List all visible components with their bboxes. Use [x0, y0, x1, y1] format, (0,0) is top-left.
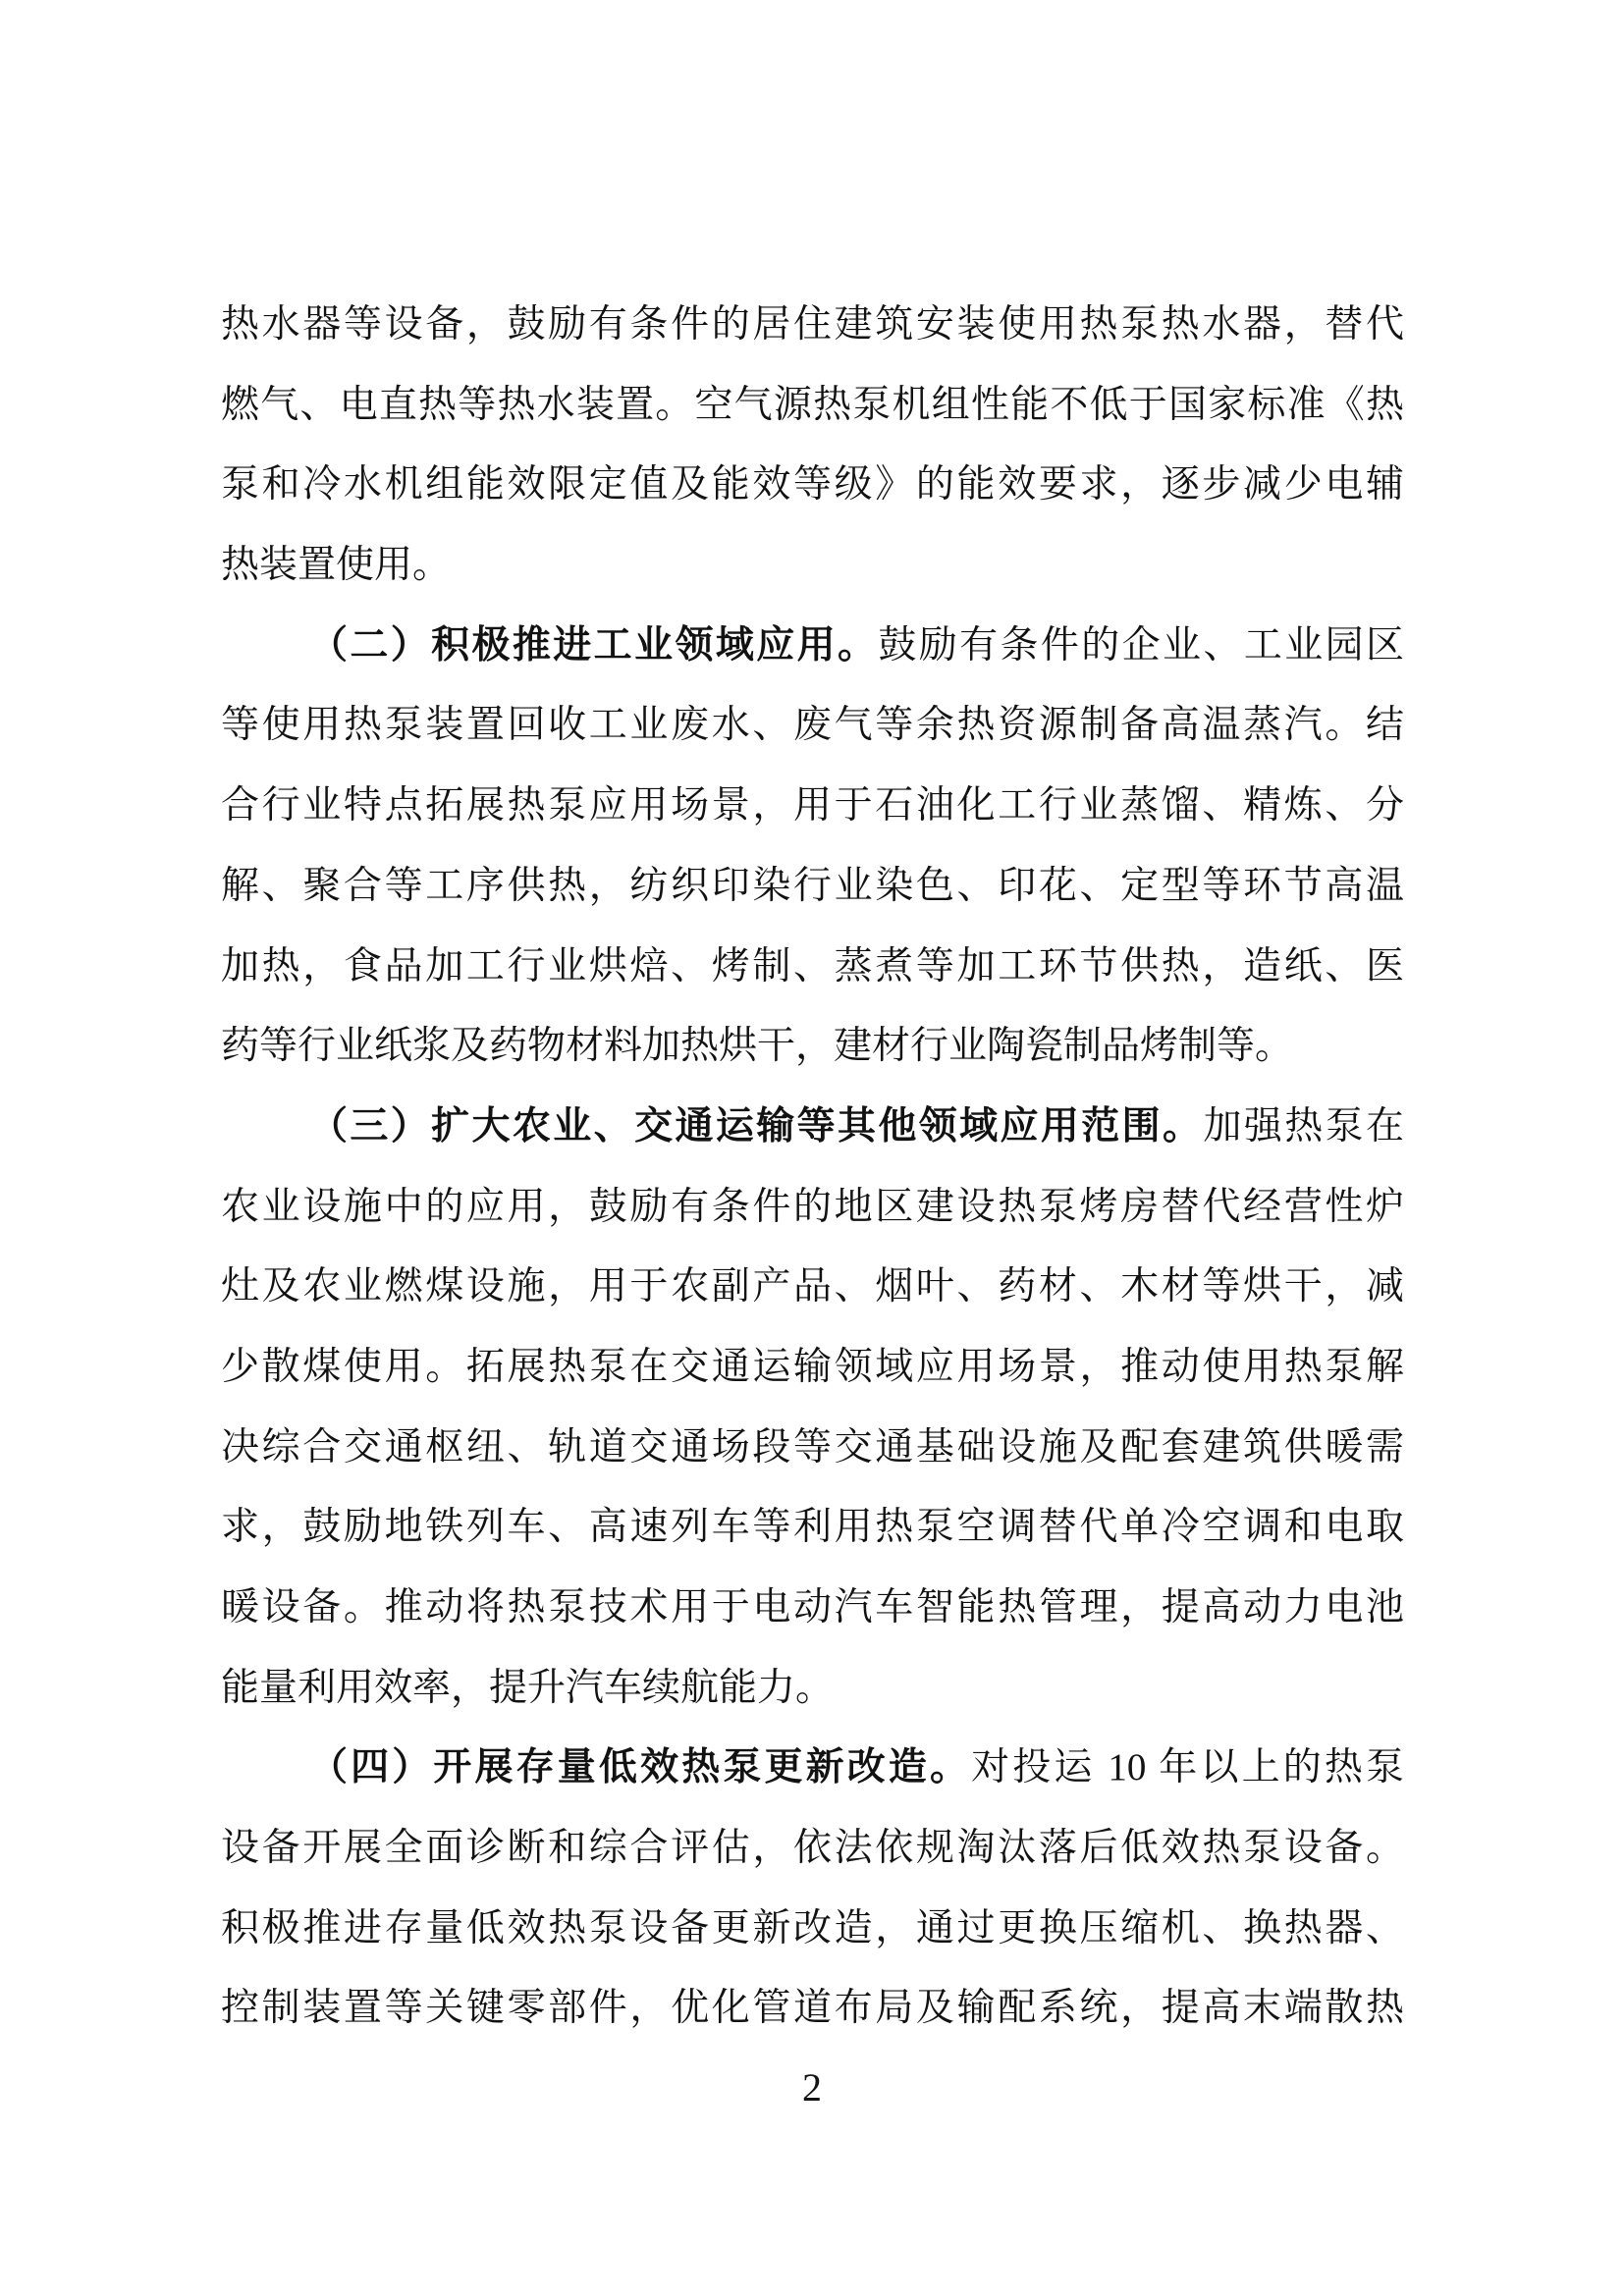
text-line — [221, 1568, 1404, 1648]
text-line — [221, 525, 1404, 606]
text-line — [221, 1408, 1404, 1488]
text-line — [221, 365, 1404, 446]
paragraph-body-text: 加热，食品加工行业烘焙、烤制、蒸煮等加工环节供热，造纸、医 — [221, 944, 1404, 988]
paragraph-body-text: 燃气、电直热等热水装置。空气源热泵机组性能不低于国家标准《热 — [221, 383, 1404, 426]
paragraph-body-text: 热装置使用。 — [221, 544, 452, 587]
text-line — [221, 846, 1404, 927]
paragraph-body-text: 暖设备。推动将热泵技术用于电动汽车智能热管理，提高动力电池 — [221, 1586, 1404, 1629]
text-line — [221, 1167, 1404, 1248]
body-text — [221, 285, 1404, 2049]
text-line — [221, 1968, 1404, 2049]
text-line — [221, 1006, 1404, 1087]
text-line — [221, 766, 1404, 846]
paragraph-body-text: 热水器等设备，鼓励有条件的居住建筑安装使用热泵热水器，替代 — [221, 303, 1404, 346]
paragraph-body-text: 加强热泵在 — [1203, 1104, 1404, 1148]
paragraph-body-text: 合行业特点拓展热泵应用场景，用于石油化工行业蒸馏、精炼、分 — [221, 784, 1404, 828]
paragraph-body-text: 求，鼓励地铁列车、高速列车等利用热泵空调替代单冷空调和电取 — [221, 1506, 1404, 1549]
page-number: 2 — [802, 2065, 822, 2109]
paragraph-body-text: 泵和冷水机组能效限定值及能效等级》的能效要求，逐步减少电辅 — [221, 463, 1404, 507]
paragraph-body-text: 能量利用效率，提升汽车续航能力。 — [221, 1666, 835, 1709]
paragraph-body-text: 积极推进存量低效热泵设备更新改造，通过更换压缩机、换热器、 — [221, 1906, 1404, 1949]
paragraph-heading-text: （四）开展存量低效热泵更新改造。 — [309, 1746, 972, 1789]
paragraph-body-text: 对投运 10 年以上的热泵 — [971, 1746, 1404, 1789]
paragraph-body-text: 控制装置等关键零部件，优化管道布局及输配系统，提高末端散热 — [221, 1987, 1404, 2030]
paragraph-body-text: 灶及农业燃煤设施，用于农副产品、烟叶、药材、木材等烘干，减 — [221, 1265, 1404, 1308]
text-line — [221, 685, 1404, 766]
paragraph-body-text: 等使用热泵装置回收工业废水、废气等余热资源制备高温蒸汽。结 — [221, 704, 1404, 747]
text-line — [221, 1648, 1404, 1729]
text-line — [221, 1087, 1404, 1167]
paragraph-body-text: 设备开展全面诊断和综合评估，依法依规淘汰落后低效热泵设备。 — [221, 1827, 1404, 1870]
paragraph-body-text: 药等行业纸浆及药物材料加热烘干，建材行业陶瓷制品烤制等。 — [221, 1025, 1294, 1068]
text-line — [221, 1889, 1404, 1969]
paragraph-body-text: 鼓励有条件的企业、工业园区 — [878, 623, 1404, 667]
text-line — [221, 1487, 1404, 1568]
paragraph-heading-text: （二）积极推进工业领域应用。 — [309, 623, 879, 667]
paragraph-body-text: 解、聚合等工序供热，纺织印染行业染色、印花、定型等环节高温 — [221, 864, 1404, 907]
text-line — [221, 1327, 1404, 1408]
paragraph-body-text: 少散煤使用。拓展热泵在交通运输领域应用场景，推动使用热泵解 — [221, 1345, 1404, 1388]
paragraph-heading-text: （三）扩大农业、交通运输等其他领域应用范围。 — [309, 1104, 1204, 1148]
text-line — [221, 285, 1404, 365]
text-line — [221, 1808, 1404, 1889]
paragraph-body-text: 农业设施中的应用，鼓励有条件的地区建设热泵烤房替代经营性炉 — [221, 1185, 1404, 1228]
text-line — [221, 606, 1404, 686]
paragraph-body-text: 决综合交通枢纽、轨道交通场段等交通基础设施及配套建筑供暖需 — [221, 1425, 1404, 1468]
text-line — [221, 1247, 1404, 1327]
text-line — [221, 1728, 1404, 1808]
text-line — [221, 445, 1404, 525]
text-line — [221, 927, 1404, 1007]
